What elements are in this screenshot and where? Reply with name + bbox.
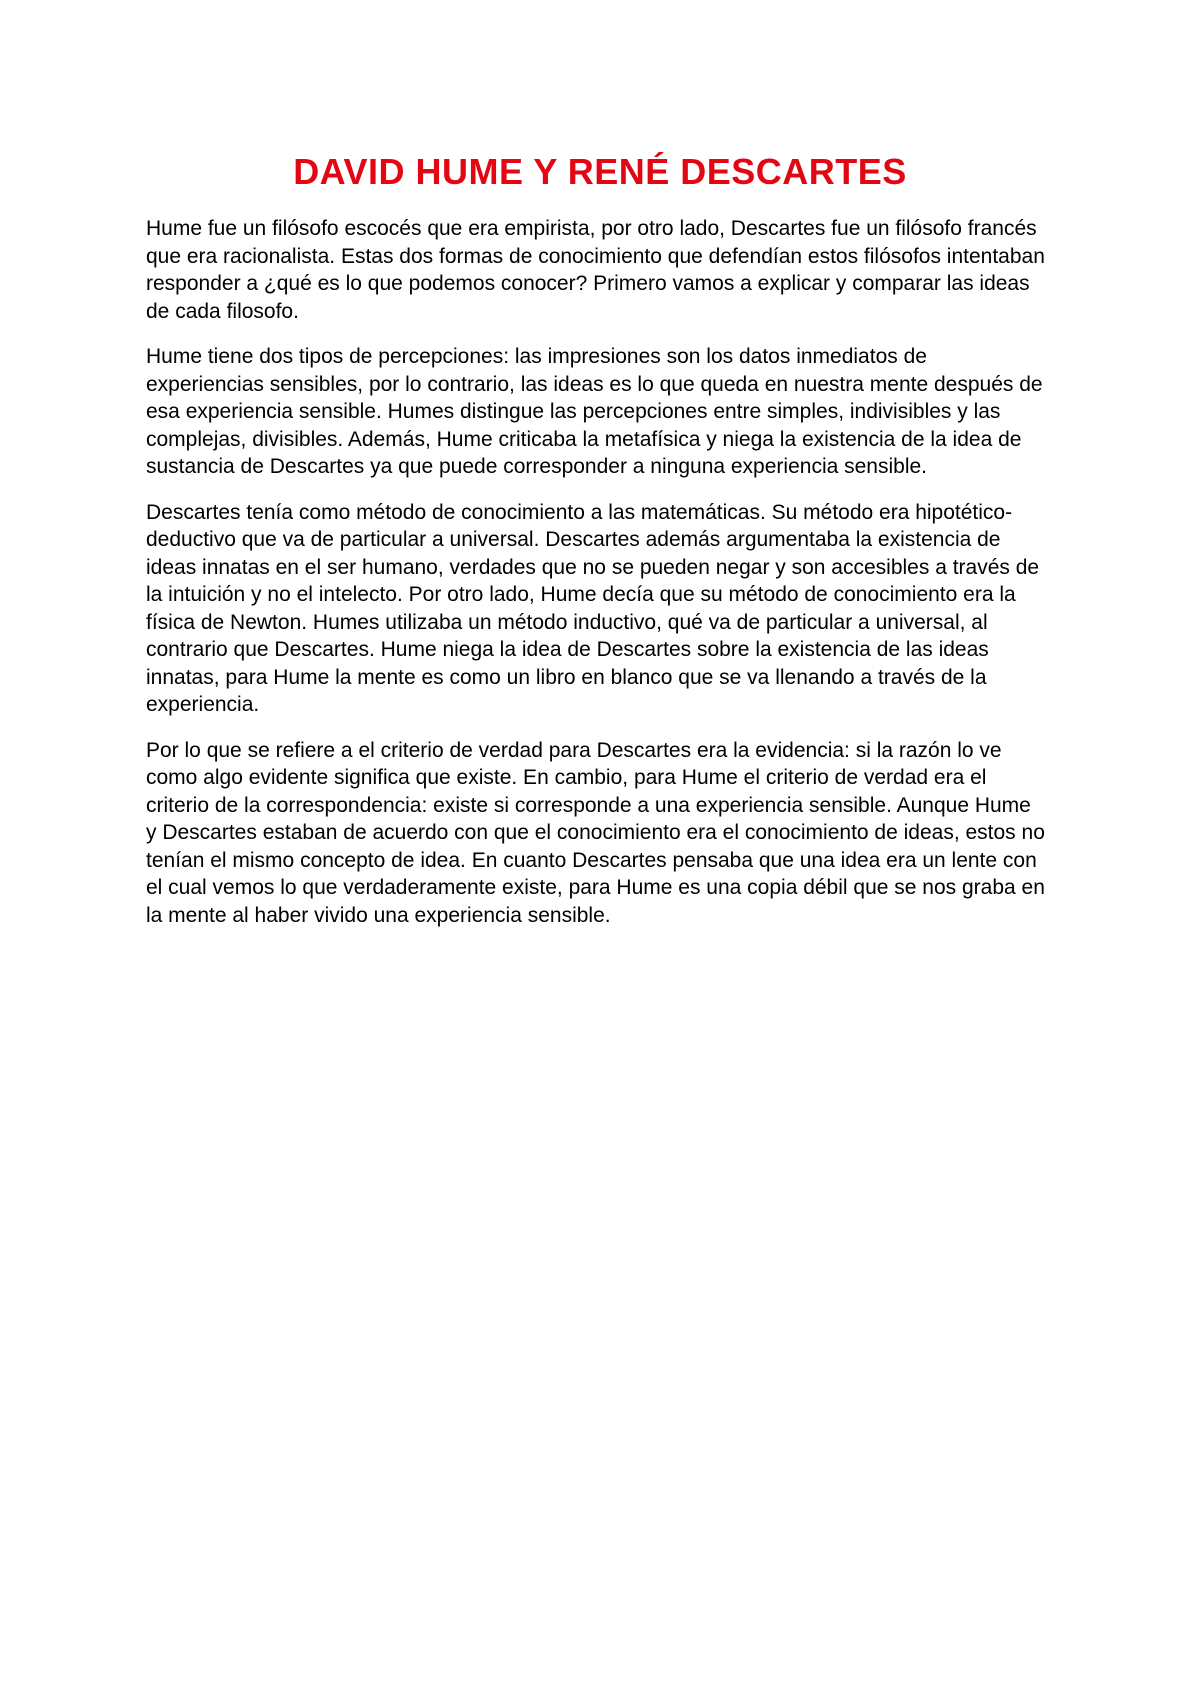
paragraph-1: Hume fue un filósofo escocés que era empirista, por otro lado, Descartes fue un filósofo francés que era racionalista. Estas dos formas de conocimiento que defendían estos filósofos intentaban responder a ¿qué es lo que podemos conocer? Primero vamos a explicar y comparar las ideas de cada filosofo.	[146, 217, 1045, 323]
paragraph-3: Descartes tenía como método de conocimiento a las matemáticas. Su método era hipotético-deductivo que va de particular a universal. Descartes además argumentaba la existencia de ideas innatas en el ser humano, verdades que no se pueden negar y son accesibles a través de la intuición y no el intelecto. Por otro lado, Hume decía que su método de conocimiento era la física de Newton. Humes utilizaba un método inductivo, qué va de particular a universal, al contrario que Descartes. Hume niega la idea de Descartes sobre la existencia de las ideas innatas, para Hume la mente es como un libro en blanco que se va llenando a través de la experiencia.	[146, 500, 1040, 716]
paragraph-2: Hume tiene dos tipos de percepciones: las impresiones son los datos inmediatos de experiencias sensibles, por lo contrario, las ideas es lo que queda en nuestra mente después de esa experiencia sensible. Humes distingue las percepciones entre simples, indivisibles y las complejas, divisibles. Además, Hume criticaba la metafísica y niega la existencia de la idea de sustancia de Descartes ya que puede corresponder a ninguna experiencia sensible.	[146, 345, 1043, 478]
paragraph-4: Por lo que se refiere a el criterio de verdad para Descartes era la evidencia: si la razón lo ve como algo evidente significa que existe. En cambio, para Hume el criterio de verdad era el criterio de la correspondencia: existe si corresponde a una experiencia sensible. Aunque Hume y Descartes estaban de acuerdo con que el conocimiento era el conocimiento de ideas, estos no tenían el mismo concepto de idea. En cuanto Descartes pensaba que una idea era un lente con el cual vemos lo que verdaderamente existe, para Hume es una copia débil que se nos graba en la mente al haber vivido una experiencia sensible.	[146, 738, 1045, 927]
document-title: DAVID HUME Y RENÉ DESCARTES	[293, 151, 907, 192]
document-body	[146, 215, 1046, 947]
